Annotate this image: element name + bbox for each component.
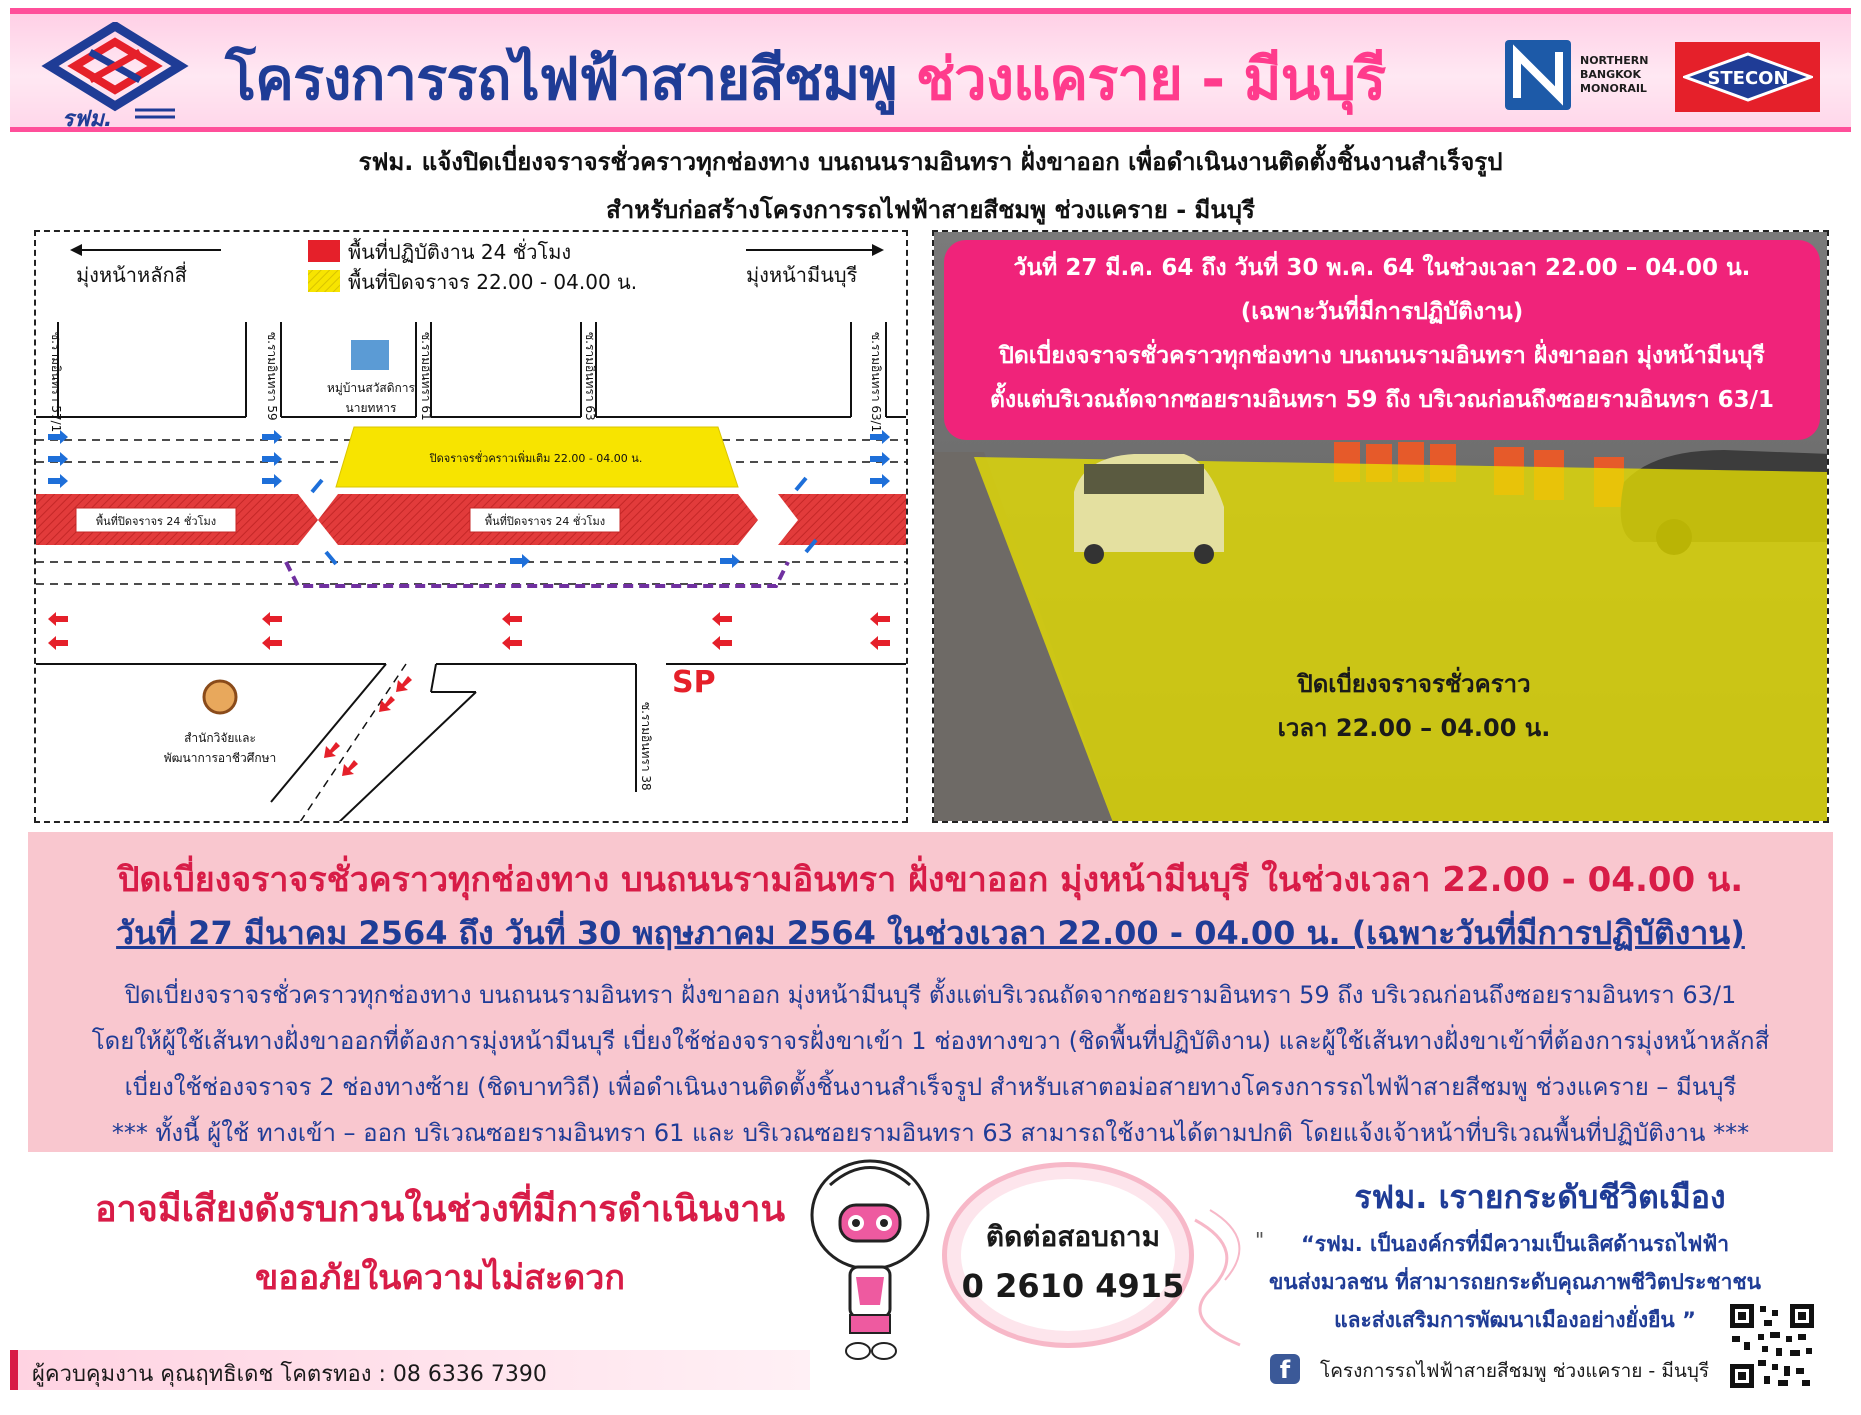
supervisor-contact: ผู้ควบคุมงาน คุณฤทธิเดช โคตรทอง : 08 6336 7390	[32, 1362, 547, 1387]
photo-caption-line-2: เวลา 22.00 – 04.00 น.	[1277, 714, 1551, 742]
stecon-logo	[1675, 42, 1820, 112]
mascot-icon	[800, 1155, 940, 1365]
soi-63-label: ซ.รามอินทรา 63	[583, 332, 597, 421]
title-accent: ช่วงแคราย - มีนบุรี	[915, 45, 1386, 113]
contact-phone[interactable]: 0 2610 4915	[961, 1267, 1185, 1305]
closure-detail-1: ปิดเบี่ยงจราจรชั่วคราวทุกช่องทาง บนถนนรามอินทรา ฝั่งขาออก มุ่งหน้ามีนบุรี ตั้งแต่บริเวณถัดจากซอยรามอินทรา 59 ถึง บริเวณก่อนถึงซอยรามอินทรา 63/1	[124, 981, 1737, 1009]
stecon-logo-text: STECON	[1707, 68, 1789, 89]
soi-57-1-label: ซ.รามอินทรา 57/1	[49, 332, 63, 433]
closure-detail-4: *** ทั้งนี้ ผู้ใช้ ทางเข้า – ออก บริเวณซอยรามอินทรา 61 และ บริเวณซอยรามอินทรา 63 สามารถใช้งานได้ตามปกติ โดยแจ้งเจ้าหน้าที่บริเวณพื้นที่ปฏิบัติงาน ***	[111, 1119, 1750, 1147]
srt-logo-text: รฟม.	[62, 107, 113, 130]
red-zone-left-label: พื้นที่ปิดจราจร 24 ชั่วโมง	[95, 515, 217, 528]
soi-63-1-label: ซ.รามอินทรา 63/1	[869, 332, 883, 433]
village-marker	[351, 340, 389, 370]
banner-line-2: (เฉพาะวันที่มีการปฏิบัติงาน)	[1240, 299, 1524, 325]
soi-61-label: ซ.รามอินทรา 61	[419, 332, 433, 421]
slogan-line-2: ขนส่งมวลชน ที่สามารถยกระดับคุณภาพชีวิตประชาชน	[1268, 1270, 1762, 1294]
contact-label: ติดต่อสอบถาม	[985, 1220, 1161, 1253]
supervisor-bar	[10, 1350, 810, 1390]
closure-date-banner	[944, 240, 1820, 440]
detour-path	[286, 562, 788, 586]
legend-yellow-swatch	[308, 270, 340, 292]
nbm-logo-text: NORTHERN BANGKOK MONORAIL	[1580, 54, 1649, 95]
srt-logo	[40, 22, 190, 130]
closure-dates: วันที่ 27 มีนาคม 2564 ถึง วันที่ 30 พฤษภาคม 2564 ในช่วงเวลา 22.00 - 04.00 น. (เฉพาะวันที่มีการปฏิบัติงาน)	[116, 914, 1745, 952]
yellow-zone-label: ปิดจราจรชั่วคราวเพิ่มเติม 22.00 - 04.00 น.	[429, 452, 643, 465]
banner-line-3: ปิดเบี่ยงจราจรชั่วคราวทุกช่องทาง บนถนนรามอินทรา ฝั่งขาออก มุ่งหน้ามีนบุรี	[999, 343, 1765, 369]
decorative-ribbon-icon	[1190, 1200, 1260, 1350]
quote-mark: "	[1255, 1228, 1265, 1252]
red-zone-center-label: พื้นที่ปิดจราจร 24 ชั่วโมง	[484, 515, 606, 528]
sp-logo: SP	[672, 665, 716, 700]
title-main: โครงการรถไฟฟ้าสายสีชมพู	[225, 45, 897, 113]
qr-code-icon[interactable]	[1728, 1302, 1816, 1390]
slogan-body	[1255, 1225, 1775, 1339]
traffic-map	[34, 230, 908, 823]
facebook-bar[interactable]	[1238, 1350, 1708, 1390]
slogan-line-1: “รฟม. เป็นองค์กรที่มีความเป็นเลิศด้านรถไฟฟ้า	[1300, 1232, 1730, 1256]
noise-warning: อาจมีเสียงดังรบกวนในช่วงที่มีการดำเนินงาน	[94, 1189, 786, 1230]
legend-yellow-label: พื้นที่ปิดจราจร 22.00 - 04.00 น.	[348, 270, 638, 294]
banner-line-1: วันที่ 27 มี.ค. 64 ถึง วันที่ 30 พ.ค. 64 ในช่วงเวลา 22.00 – 04.00 น.	[1013, 255, 1751, 281]
institute-label-2: พัฒนาการอาชีวศึกษา	[163, 751, 277, 765]
traffic-map-diagram	[36, 232, 908, 823]
closure-headline: ปิดเบี่ยงจราจรชั่วคราวทุกช่องทาง บนถนนรามอินทรา ฝั่งขาออก มุ่งหน้ามีนบุรี ในช่วงเวลา 22.00 - 04.00 น.	[117, 860, 1744, 900]
facebook-icon[interactable]: f	[1270, 1354, 1300, 1384]
dir-right-label: มุ่งหน้ามีนบุรี	[746, 263, 858, 287]
site-photo	[932, 230, 1829, 823]
nbm-logo-mark	[1505, 40, 1571, 110]
nbm-logo	[1505, 40, 1665, 110]
page-title	[225, 32, 1385, 125]
institute-label-1: สำนักวิจัยและ	[184, 731, 256, 745]
contact-badge	[942, 1162, 1194, 1348]
soi-59-label: ซ.รามอินทรา 59	[265, 332, 279, 421]
slogan-title: รฟม. เรายกระดับชีวิตเมือง	[1354, 1178, 1726, 1216]
announcement-line-2: สำหรับก่อสร้างโครงการรถไฟฟ้าสายสีชมพู ช่วงแคราย - มีนบุรี	[606, 196, 1255, 224]
soi-38-label: ซ.รามอินทรา 38	[639, 702, 653, 791]
legend-red-label: พื้นที่ปฏิบัติงาน 24 ชั่วโมง	[348, 240, 572, 264]
legend-red-swatch	[308, 240, 340, 262]
apology-text: ขออภัยในความไม่สะดวก	[255, 1258, 625, 1298]
photo-caption	[1264, 662, 1564, 750]
announcement-line-1: รฟม. แจ้งปิดเบี่ยงจราจรชั่วคราวทุกช่องทาง บนถนนรามอินทรา ฝั่งขาออก เพื่อดำเนินงานติดตั้งชิ้นงานสำเร็จรูป	[358, 148, 1503, 176]
red-zone-right	[778, 494, 908, 545]
closure-info-box	[28, 832, 1833, 1152]
closure-details	[28, 972, 1833, 1156]
village-label-1: หมู่บ้านสวัสดิการ	[326, 381, 416, 395]
slogan-line-3: และส่งเสริมการพัฒนาเมืองอย่างยั่งยืน ”	[1334, 1308, 1696, 1332]
institute-seal-icon	[204, 681, 236, 713]
dir-left-label: มุ่งหน้าหลักสี่	[76, 263, 187, 287]
banner-line-4: ตั้งแต่บริเวณถัดจากซอยรามอินทรา 59 ถึง บริเวณก่อนถึงซอยรามอินทรา 63/1	[989, 387, 1775, 413]
facebook-page-name[interactable]: โครงการรถไฟฟ้าสายสีชมพู ช่วงแคราย - มีนบุรี	[1320, 1360, 1710, 1382]
header-banner	[10, 8, 1851, 132]
closure-detail-3: เบี่ยงใช้ช่องจราจร 2 ช่องทางซ้าย (ชิดบาทวิถี) เพื่อดำเนินงานติดตั้งชิ้นงานสำเร็จรูป สำหรับเสาตอม่อสายทางโครงการรถไฟฟ้าสายสีชมพู ช่วงแคราย – มีนบุรี	[124, 1073, 1737, 1101]
closure-detail-2: โดยให้ผู้ใช้เส้นทางฝั่งขาออกที่ต้องการมุ่งหน้ามีนบุรี เบี่ยงใช้ช่องจราจรฝั่งขาเข้า 1 ช่องทางขวา (ชิดพื้นที่ปฏิบัติงาน) และผู้ใช้เส้นทางฝั่งขาเข้าที่ต้องการมุ่งหน้าหลักสี่	[91, 1027, 1770, 1055]
village-label-2: นายทหาร	[345, 401, 397, 415]
photo-caption-line-1: ปิดเบี่ยงจราจรชั่วคราว	[1297, 670, 1531, 698]
